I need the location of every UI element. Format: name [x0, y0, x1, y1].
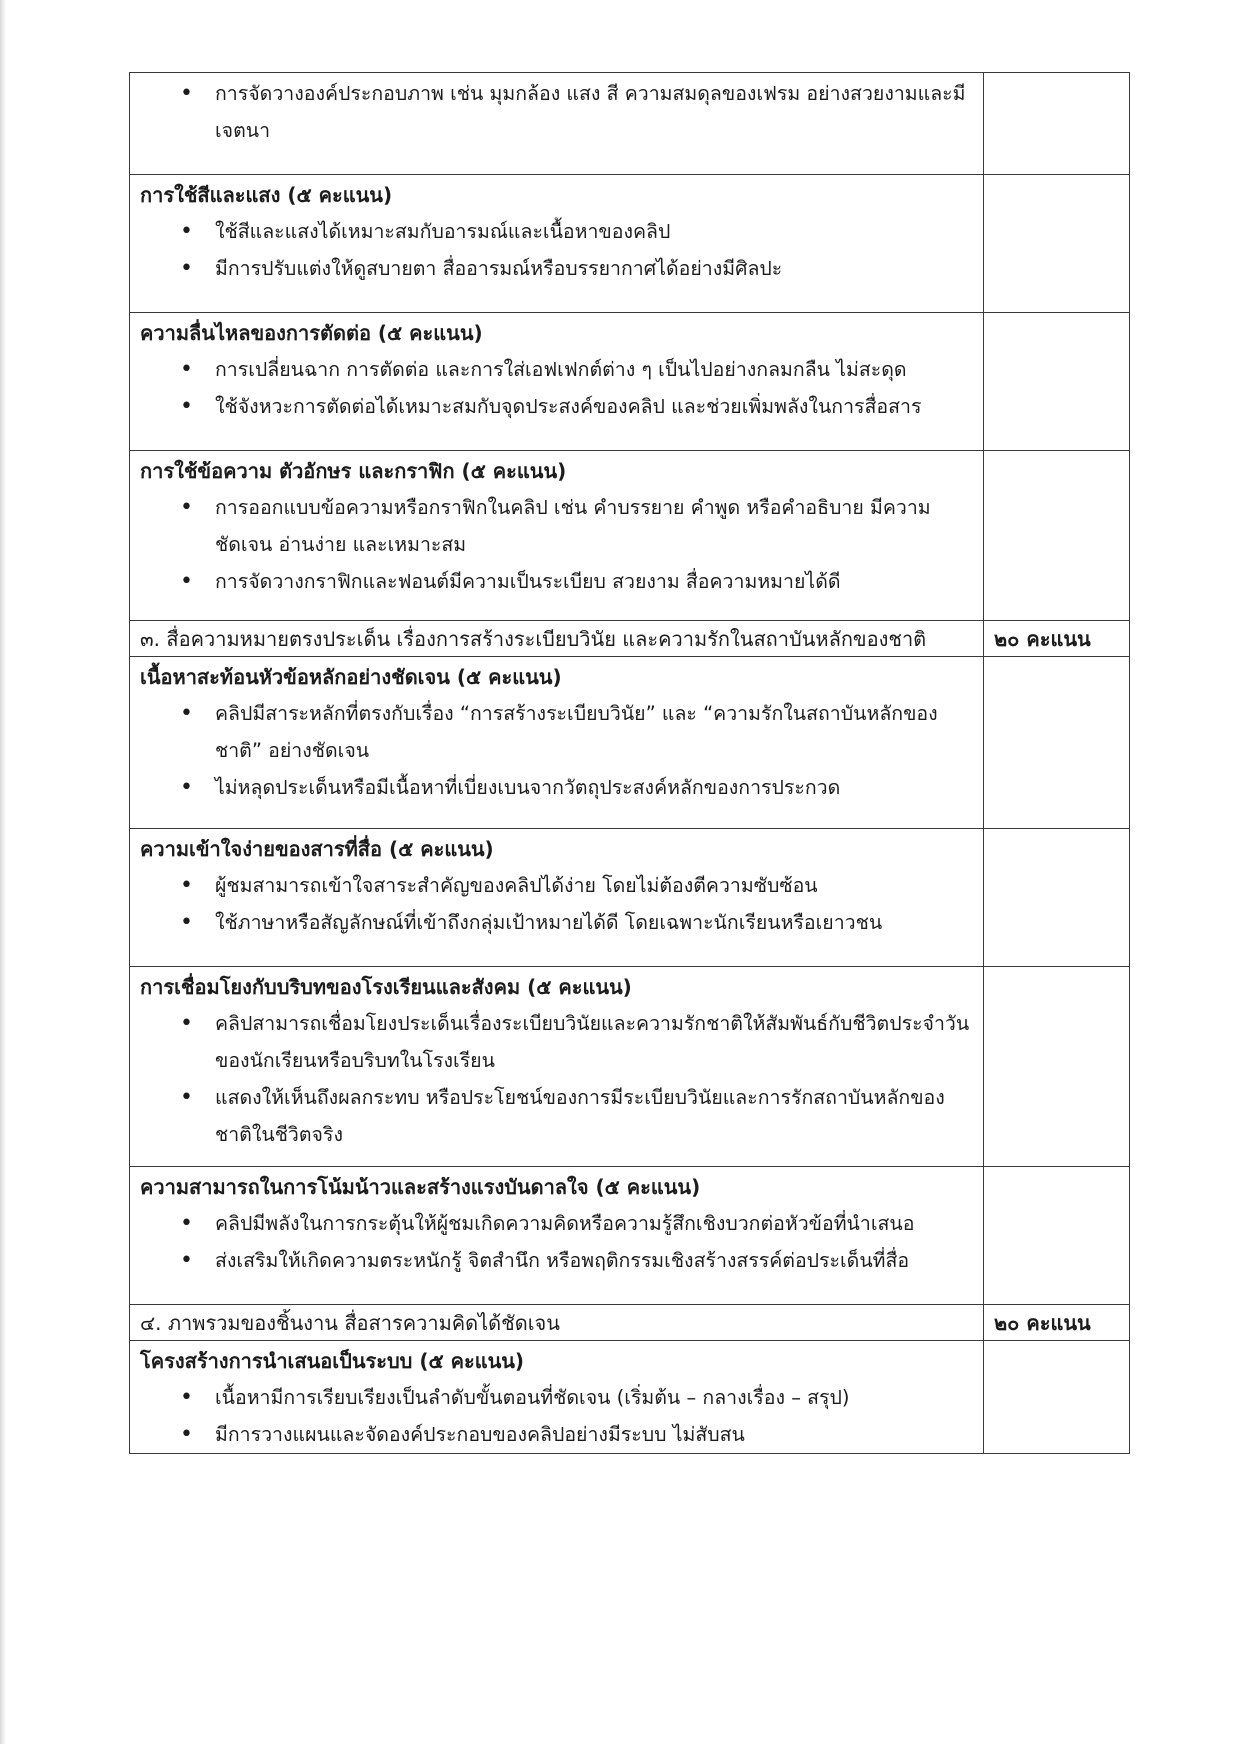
criterion-bullet: • การจัดวางองค์ประกอบภาพ เช่น มุมกล้อง แสง สี ความสมดุลของเฟรม อย่างสวยงามและมีเจตนา — [140, 75, 973, 149]
page-edge-shadow — [0, 0, 6, 1744]
criterion-cell — [130, 313, 984, 451]
score-cell-empty — [984, 313, 1130, 451]
criterion-bullet: • มีการปรับแต่งให้ดูสบายตา สื่ออารมณ์หรือบรรยากาศได้อย่างมีศิลปะ — [140, 250, 973, 287]
criterion-bullet-list — [140, 695, 973, 806]
criterion-bullet-list — [140, 489, 973, 600]
score-cell-empty — [984, 451, 1130, 621]
criterion-title: โครงสร้างการนำเสนอเป็นระบบ (๕ คะแนน) — [140, 1349, 525, 1373]
section-title: ๔. ภาพรวมของชิ้นงาน สื่อสารความคิดได้ชัดเจน — [140, 1311, 560, 1335]
criterion-bullet-list — [140, 351, 973, 425]
criterion-bullet: • ใช้สีและแสงได้เหมาะสมกับอารมณ์และเนื้อหาของคลิป — [140, 213, 973, 250]
criterion-cell — [130, 829, 984, 967]
score-cell-empty — [984, 967, 1130, 1167]
section-title-cell — [130, 1305, 984, 1341]
criterion-title: ความเข้าใจง่ายของสารที่สื่อ (๕ คะแนน) — [140, 837, 494, 861]
criterion-cell — [130, 175, 984, 313]
criterion-bullet-list — [140, 1379, 973, 1453]
criterion-title: การใช้ข้อความ ตัวอักษร และกราฟิก (๕ คะแนน) — [140, 459, 567, 483]
criterion-bullet-list — [140, 1205, 973, 1279]
criterion-cell — [130, 451, 984, 621]
scoring-rubric-table — [129, 72, 1130, 1454]
criterion-bullet: • การออกแบบข้อความหรือกราฟิกในคลิป เช่น คำบรรยาย คำพูด หรือคำอธิบาย มีความชัดเจน อ่านง่าย และเหมาะสม — [140, 489, 973, 563]
criterion-bullet: • ผู้ชมสามารถเข้าใจสาระสำคัญของคลิปได้ง่าย โดยไม่ต้องตีความซับซ้อน — [140, 867, 973, 904]
criterion-title: การใช้สีและแสง (๕ คะแนน) — [140, 183, 393, 207]
criterion-row — [130, 967, 1130, 1167]
criterion-bullet: • แสดงให้เห็นถึงผลกระทบ หรือประโยชน์ของการมีระเบียบวินัยและการรักสถาบันหลักของชาติในชีวิตจริง — [140, 1079, 973, 1153]
criterion-row — [130, 451, 1130, 621]
section-score-cell — [984, 1305, 1130, 1341]
criterion-bullet-list — [140, 213, 973, 287]
criterion-bullet: • เนื้อหามีการเรียบเรียงเป็นลำดับขั้นตอนที่ชัดเจน (เริ่มต้น – กลางเรื่อง – สรุป) — [140, 1379, 973, 1416]
score-cell-empty — [984, 1341, 1130, 1454]
criterion-row — [130, 73, 1130, 175]
score-cell-empty — [984, 73, 1130, 175]
criterion-cell — [130, 1167, 984, 1305]
criterion-title: ความลื่นไหลของการตัดต่อ (๕ คะแนน) — [140, 321, 483, 345]
criterion-bullet: • ไม่หลุดประเด็นหรือมีเนื้อหาที่เบี่ยงเบนจากวัตถุประสงค์หลักของการประกวด — [140, 769, 973, 806]
section-score: ๒๐ คะแนน — [994, 627, 1091, 651]
section-score-cell — [984, 621, 1130, 657]
rubric-body — [130, 73, 1130, 1454]
criterion-bullet: • การเปลี่ยนฉาก การตัดต่อ และการใส่เอฟเฟกต์ต่าง ๆ เป็นไปอย่างกลมกลืน ไม่สะดุด — [140, 351, 973, 388]
criterion-row — [130, 1341, 1130, 1454]
criterion-bullet: • คลิปสามารถเชื่อมโยงประเด็นเรื่องระเบียบวินัยและความรักชาติให้สัมพันธ์กับชีวิตประจำวันของนักเรียนหรือบริบทในโรงเรียน — [140, 1005, 973, 1079]
score-cell-empty — [984, 175, 1130, 313]
section-title: ๓. สื่อความหมายตรงประเด็น เรื่องการสร้างระเบียบวินัย และความรักในสถาบันหลักของชาติ — [140, 627, 927, 651]
section-header-row — [130, 621, 1130, 657]
criterion-title: เนื้อหาสะท้อนหัวข้อหลักอย่างชัดเจน (๕ คะแนน) — [140, 665, 562, 689]
criterion-bullet: • มีการวางแผนและจัดองค์ประกอบของคลิปอย่างมีระบบ ไม่สับสน — [140, 1416, 973, 1453]
section-score: ๒๐ คะแนน — [994, 1311, 1091, 1335]
section-title-cell — [130, 621, 984, 657]
score-cell-empty — [984, 829, 1130, 967]
criterion-bullet-list — [140, 867, 973, 941]
criterion-bullet-list — [140, 75, 973, 149]
criterion-bullet: • ใช้จังหวะการตัดต่อได้เหมาะสมกับจุดประสงค์ของคลิป และช่วยเพิ่มพลังในการสื่อสาร — [140, 388, 973, 425]
section-header-row — [130, 1305, 1130, 1341]
criterion-cell — [130, 657, 984, 829]
criterion-row — [130, 829, 1130, 967]
criterion-bullet: • คลิปมีพลังในการกระตุ้นให้ผู้ชมเกิดความคิดหรือความรู้สึกเชิงบวกต่อหัวข้อที่นำเสนอ — [140, 1205, 973, 1242]
criterion-title: ความสามารถในการโน้มน้าวและสร้างแรงบันดาลใจ (๕ คะแนน) — [140, 1175, 701, 1199]
criterion-bullet-list — [140, 1005, 973, 1153]
criterion-row — [130, 313, 1130, 451]
criterion-bullet: • ส่งเสริมให้เกิดความตระหนักรู้ จิตสำนึก หรือพฤติกรรมเชิงสร้างสรรค์ต่อประเด็นที่สื่อ — [140, 1242, 973, 1279]
criterion-cell — [130, 73, 984, 175]
criterion-row — [130, 1167, 1130, 1305]
score-cell-empty — [984, 1167, 1130, 1305]
criterion-bullet: • การจัดวางกราฟิกและฟอนต์มีความเป็นระเบียบ สวยงาม สื่อความหมายได้ดี — [140, 563, 973, 600]
criterion-row — [130, 657, 1130, 829]
criterion-title: การเชื่อมโยงกับบริบทของโรงเรียนและสังคม (๕ คะแนน) — [140, 975, 632, 999]
criterion-cell — [130, 1341, 984, 1454]
criterion-row — [130, 175, 1130, 313]
score-cell-empty — [984, 657, 1130, 829]
criterion-bullet: • ใช้ภาษาหรือสัญลักษณ์ที่เข้าถึงกลุ่มเป้าหมายได้ดี โดยเฉพาะนักเรียนหรือเยาวชน — [140, 904, 973, 941]
criterion-bullet: • คลิปมีสาระหลักที่ตรงกับเรื่อง “การสร้างระเบียบวินัย” และ “ความรักในสถาบันหลักของชาติ” อย่างชัดเจน — [140, 695, 973, 769]
criterion-cell — [130, 967, 984, 1167]
